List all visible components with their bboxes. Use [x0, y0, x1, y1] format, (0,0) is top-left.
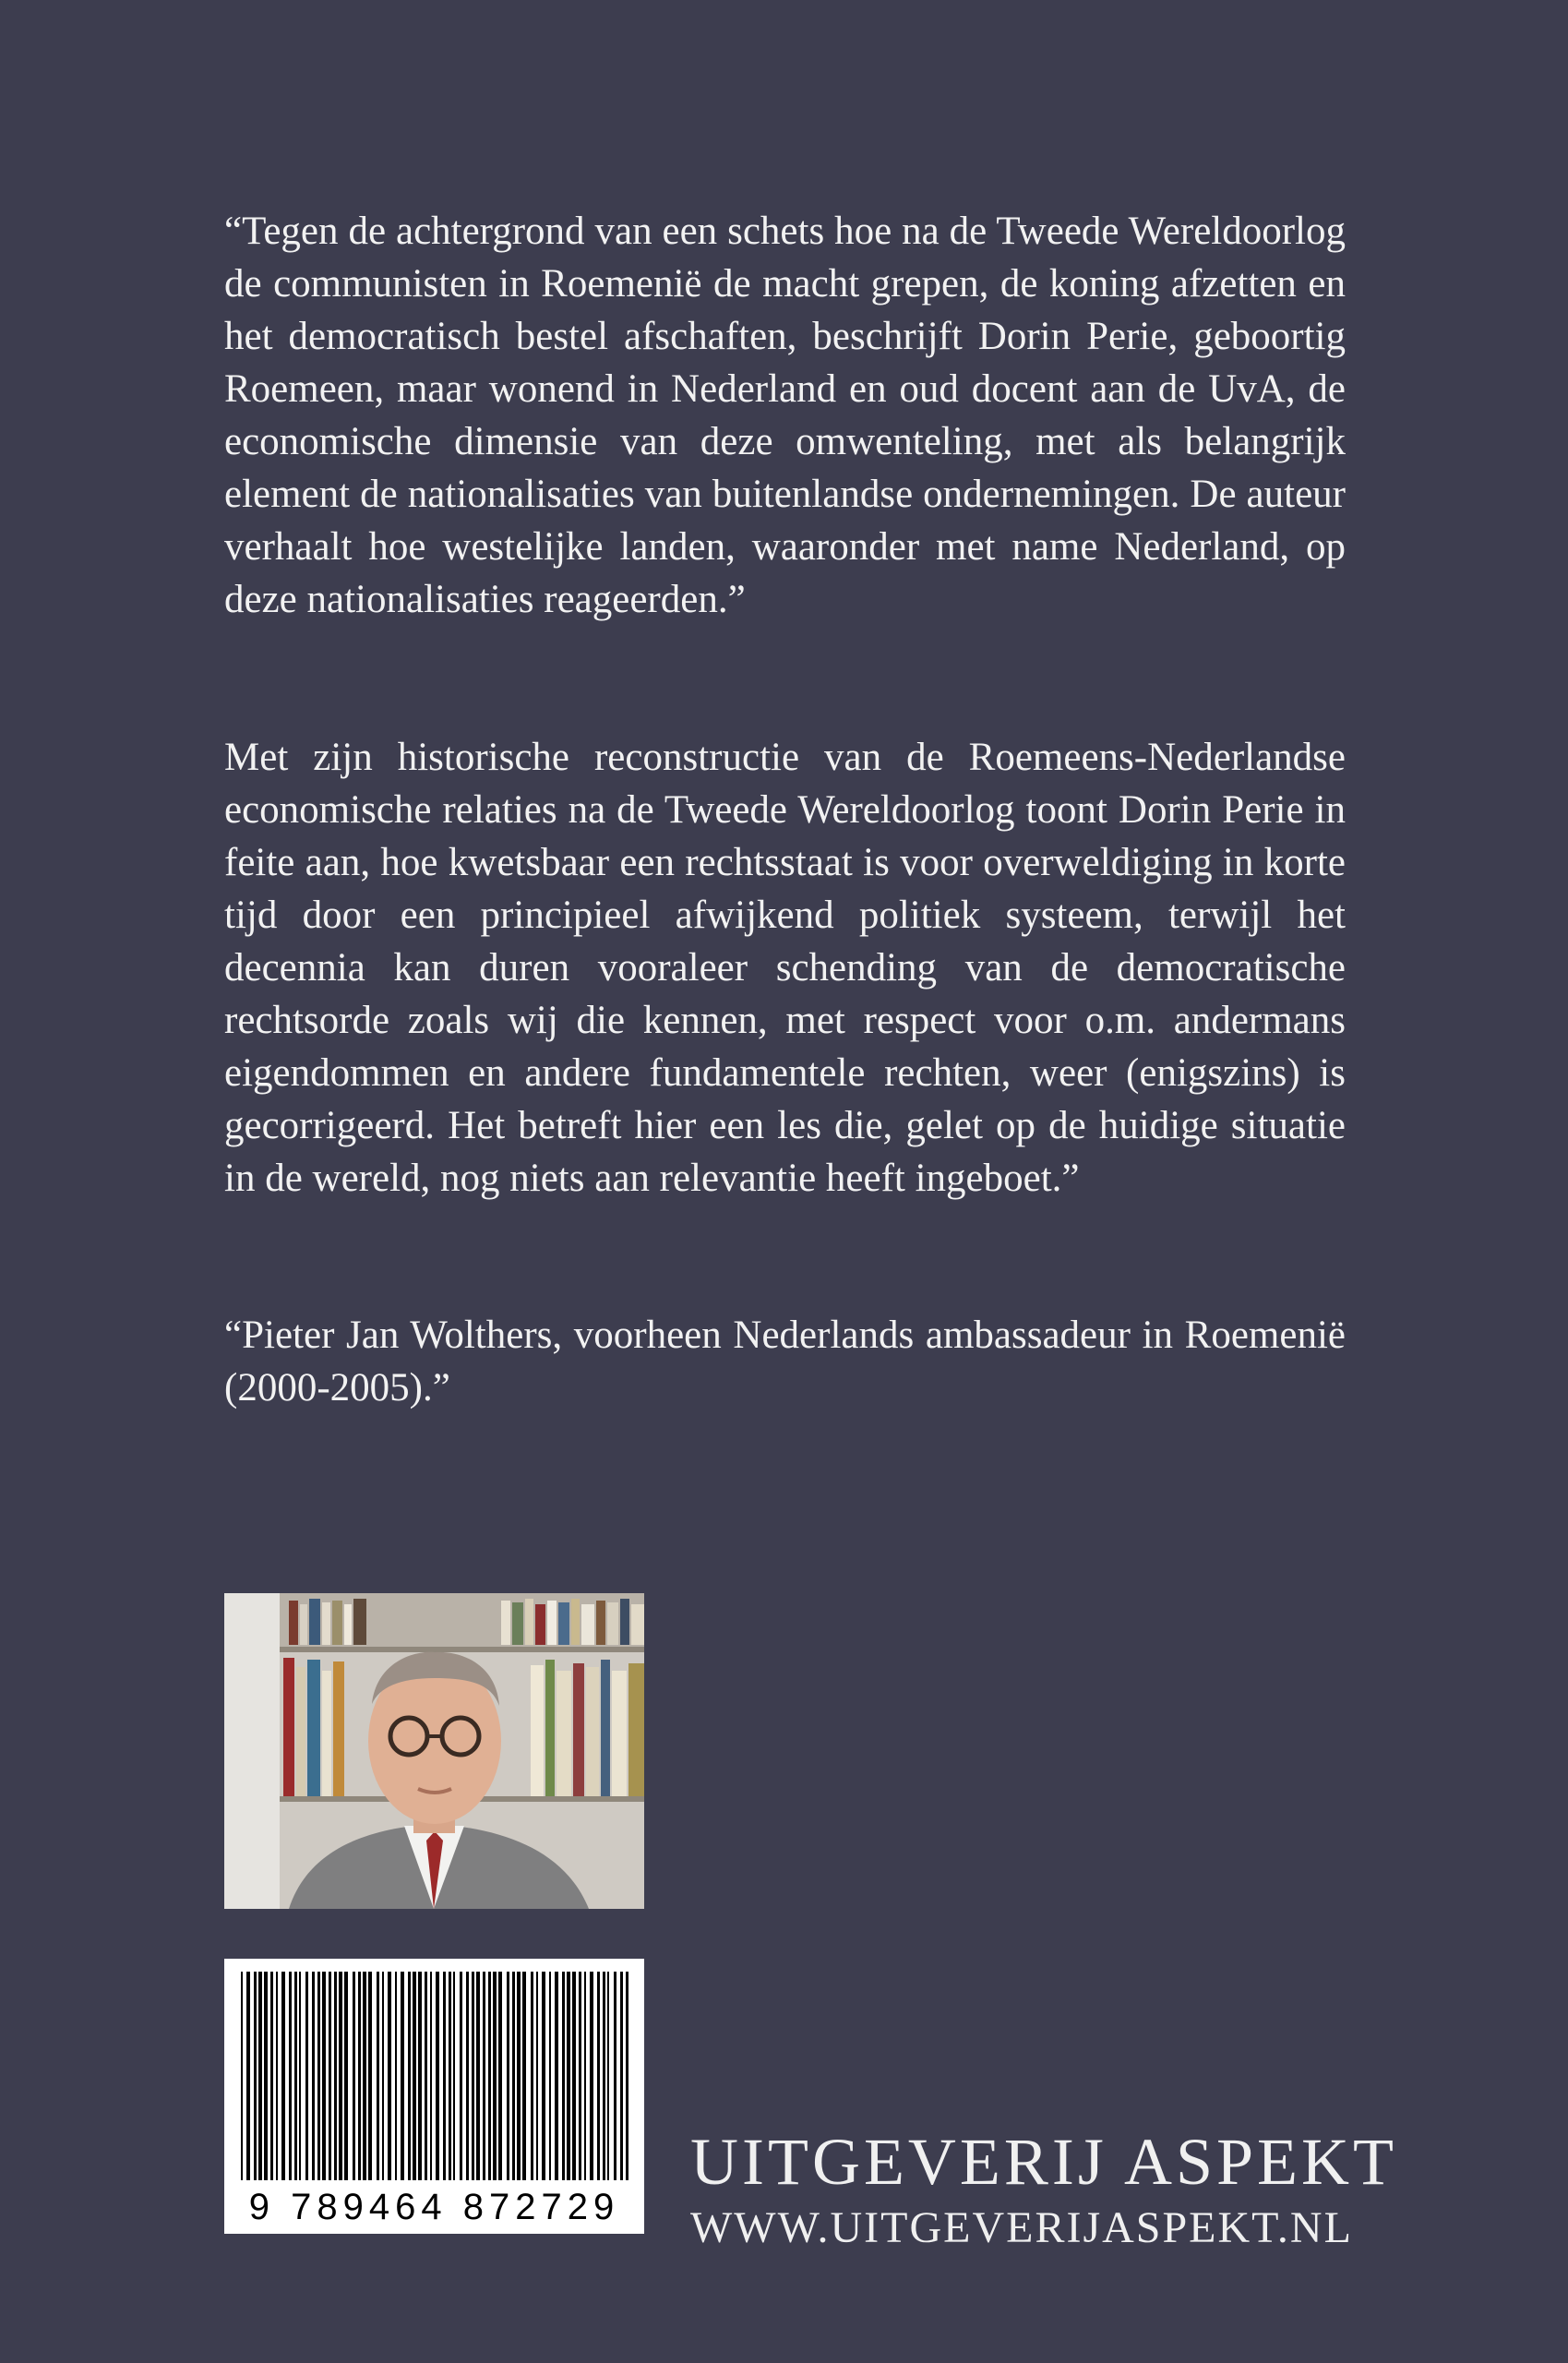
publisher-url: WWW.UITGEVERIJASPEKT.NL — [690, 2203, 1353, 2252]
barcode-bar — [607, 1972, 609, 2180]
barcode-bar — [562, 1972, 565, 2180]
barcode-bar — [522, 1972, 526, 2180]
barcode-bar — [483, 1972, 485, 2180]
barcode-bar — [358, 1972, 361, 2180]
attribution-paragraph — [224, 1309, 1346, 1414]
barcode-bar — [353, 1972, 355, 2180]
barcode-bar — [620, 1972, 623, 2180]
barcode-bar — [270, 1972, 273, 2180]
blurb-text-1: “Tegen de achtergrond van een schets hoe na de Tweede Wereldoorlog de communisten in Roemenië de macht grepen, de koning afzetten en het democratisch bestel afschaften, beschrijft Dorin Perie, geboortig Roemeen, maar wonend in Nederland en oud docent aan de UvA, de economische dimensie van deze omwenteling, met als belangrijk element de nationalisaties van buitenlandse ondernemingen. De auteur verhaalt hoe westelijke landen, waaronder met name Nederland, op deze nationalisaties reageerden.” — [224, 210, 1346, 621]
barcode-bar — [289, 1972, 292, 2180]
barcode-bar — [517, 1972, 521, 2180]
barcode-bar — [363, 1972, 366, 2180]
barcode-bar — [549, 1972, 551, 2180]
barcode-bar — [241, 1972, 243, 2180]
barcode-bar — [536, 1972, 538, 2180]
barcode-bar — [339, 1972, 342, 2180]
publisher-block — [690, 2125, 1397, 2254]
barcode-bar — [388, 1972, 391, 2180]
barcode-bar — [493, 1972, 497, 2180]
barcode-bar — [460, 1972, 462, 2180]
barcode-bar — [418, 1972, 422, 2180]
isbn-barcode — [224, 1959, 644, 2234]
author-photo — [224, 1593, 644, 1909]
barcode-bar — [590, 1972, 593, 2180]
barcode-bar — [476, 1972, 480, 2180]
barcode-bar — [305, 1972, 308, 2180]
barcode-bar — [322, 1972, 326, 2180]
barcode-bar — [572, 1972, 576, 2180]
barcode-bar — [436, 1972, 439, 2180]
barcode-bar — [425, 1972, 427, 2180]
barcode-bars — [224, 1959, 644, 2189]
barcode-bar — [614, 1972, 616, 2180]
isbn-number: 9 789464 872729 — [248, 2187, 620, 2227]
barcode-bar — [281, 1972, 285, 2180]
barcode-bar — [507, 1972, 509, 2180]
barcode-bar — [555, 1972, 558, 2180]
blurb-paragraph-2 — [224, 731, 1346, 1205]
barcode-bar — [317, 1972, 320, 2180]
barcode-bar — [408, 1972, 411, 2180]
barcode-bar — [498, 1972, 502, 2180]
barcode-bar — [472, 1972, 474, 2180]
publisher-name: UITGEVERIJ ASPEKT — [690, 2125, 1397, 2199]
barcode-bar — [312, 1972, 315, 2180]
barcode-bar — [344, 1972, 348, 2180]
barcode-bar — [254, 1972, 257, 2180]
barcode-bar — [246, 1972, 250, 2180]
attribution-text: “Pieter Jan Wolthers, voorheen Nederlands ambassadeur in Roemenië (2000-2005).” — [224, 1313, 1346, 1409]
blurb-paragraph-1 — [224, 205, 1346, 626]
barcode-bar — [542, 1972, 545, 2180]
barcode-bar — [401, 1972, 404, 2180]
barcode-bar — [430, 1972, 432, 2180]
barcode-bar — [368, 1972, 372, 2180]
barcode-bar — [466, 1972, 469, 2180]
barcode-bar — [276, 1972, 278, 2180]
barcode-bar — [299, 1972, 301, 2180]
barcode-bar — [603, 1972, 605, 2180]
barcode-bar — [584, 1972, 586, 2180]
barcode-bar — [567, 1972, 570, 2180]
barcode-bar — [626, 1972, 628, 2180]
barcode-bar — [377, 1972, 379, 2180]
barcode-bar — [258, 1972, 262, 2180]
barcode-bar — [488, 1972, 491, 2180]
barcode-bar — [579, 1972, 581, 2180]
barcode-bar — [264, 1972, 268, 2180]
barcode-bar — [413, 1972, 416, 2180]
barcode-bar — [395, 1972, 397, 2180]
barcode-bar — [334, 1972, 337, 2180]
barcode-bar — [453, 1972, 455, 2180]
blurb-text-2: Met zijn historische reconstructie van de Roemeens-Nederlandse economische relaties na de Tweede Wereldoorlog toont Dorin Perie in feite aan, hoe kwetsbaar een rechtsstaat is voor overweldiging in korte tijd door een principieel afwijkend politiek systeem, terwijl het decennia kan duren vooraleer schending van de democratische rechtsorde zoals wij die kennen, met respect voor o.m. andermans eigendommen en andere fundamentele rechten, weer (enigszins) is gecorrigeerd. Het betreft hier een les die, gelet op de huidige situatie in de wereld, nog niets aan relevantie heeft ingeboet.” — [224, 736, 1346, 1200]
barcode-bar — [329, 1972, 331, 2180]
barcode-bar — [449, 1972, 451, 2180]
barcode-bar — [531, 1972, 533, 2180]
author-portrait-image — [224, 1593, 644, 1909]
barcode-bar — [443, 1972, 446, 2180]
barcode-bar — [382, 1972, 384, 2180]
barcode-bar — [294, 1972, 297, 2180]
barcode-bar — [512, 1972, 515, 2180]
barcode-bar — [597, 1972, 600, 2180]
